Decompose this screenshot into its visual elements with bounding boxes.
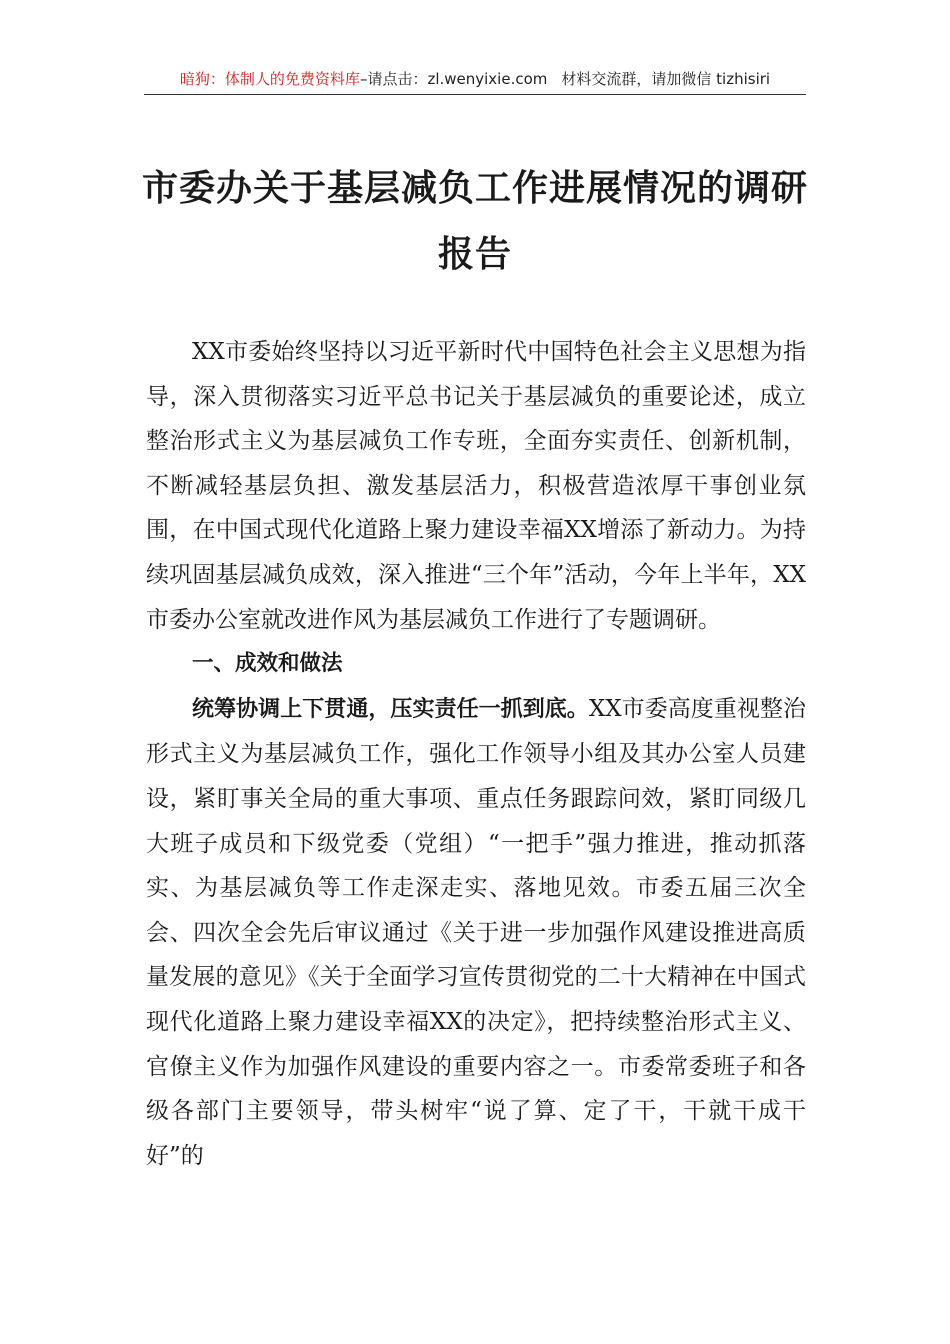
- document-title-line-1: 市委办关于基层减负工作进展情况的调研: [141, 167, 808, 209]
- header-site-name: 暗狗：体制人的免费资料库: [179, 70, 360, 88]
- document-title-line-2: 报告: [437, 233, 512, 275]
- intro-paragraph: XX市委始终坚持以习近平新时代中国特色社会主义思想为指导，深入贯彻落实习近平总书记关于基层减负的重要论述，成立整治形式主义为基层减负工作专班，全面夯实责任、创新机制，不断减轻基层负担、激发基层活力，积极营造浓厚干事创业氛围，在中国式现代化道路上聚力建设幸福XX增添了新动力。为持续巩固基层减负成效，深入推进“三个年”活动，今年上半年，XX市委办公室就改进作风为基层减负工作进行了专题调研。: [146, 339, 806, 633]
- paragraph-2-body: XX市委高度重视整治形式主义为基层减负工作，强化工作领导小组及其办公室人员建设，紧盯事关全局的重大事项、重点任务跟踪问效，紧盯同级几大班子成员和下级党委（党组）“一把手”强力推进，推动抓落实、为基层减负等工作走深走实、落地见效。市委五届三次全会、四次全会先后审议通过《关于进一步加强作风建设推进高质量发展的意见》《关于全面学习宣传贯彻党的二十大精神在中国式现代化道路上聚力建设幸福XX的决定》，把持续整治形式主义、官僚主义作为加强作风建设的重要内容之一。市委常委班子和各级各部门主要领导，带头树牢“说了算、定了干，干就干成干好”的: [146, 695, 806, 1169]
- paragraph-2-lead: 统筹协调上下贯通，压实责任一抓到底。: [192, 696, 589, 722]
- document-body: [146, 330, 806, 1178]
- section-heading: 一、成效和做法: [192, 651, 343, 677]
- header-wechat-note: 材料交流群，请加微信 tizhisiri: [561, 70, 771, 88]
- header-url-link[interactable]: zl.wenyixie.com: [427, 70, 548, 88]
- page-header: [144, 66, 806, 95]
- header-click-prompt: –请点击：: [359, 70, 428, 88]
- paragraph-2: [146, 687, 806, 1179]
